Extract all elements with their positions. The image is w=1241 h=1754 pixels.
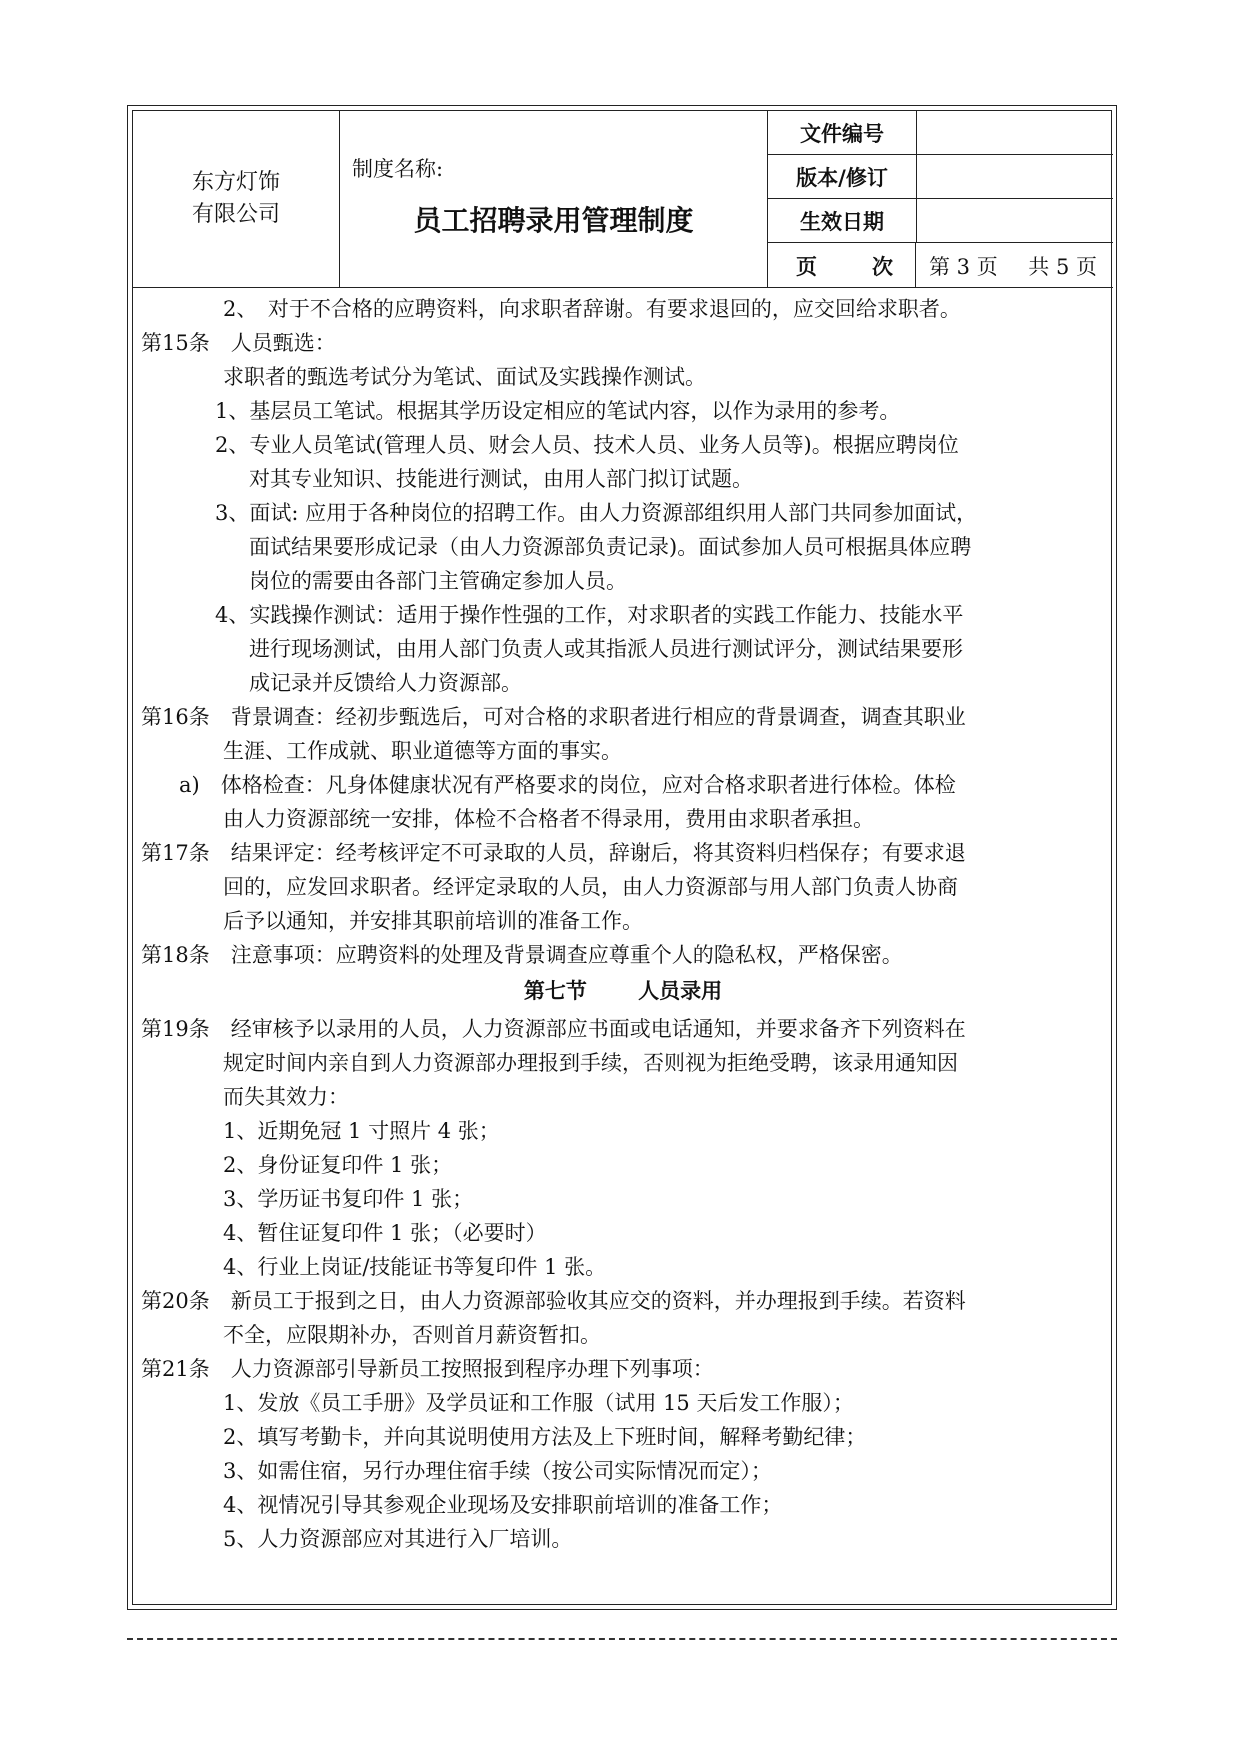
meta-key: 版本/修订 bbox=[768, 155, 917, 198]
meta-row-version bbox=[768, 155, 1113, 199]
document-header bbox=[133, 111, 1113, 288]
body-line: 由人力资源部统一安排，体检不合格者不得录用，费用由求职者承担。 bbox=[223, 807, 874, 831]
body-line: 第19条 经审核予以录用的人员，人力资源部应书面或电话通知，并要求备齐下列资料在 bbox=[141, 1017, 966, 1041]
body-line: 4、实践操作测试：适用于操作性强的工作，对求职者的实践工作能力、技能水平 bbox=[215, 603, 964, 627]
policy-name-label: 制度名称: bbox=[352, 157, 444, 181]
meta-row-file-number bbox=[768, 111, 1113, 155]
body-line: 岗位的需要由各部门主管确定参加人员。 bbox=[249, 569, 627, 593]
body-line: 第16条 背景调查：经初步甄选后，可对合格的求职者进行相应的背景调查，调查其职业 bbox=[141, 705, 966, 729]
body-line: 第18条 注意事项：应聘资料的处理及背景调查应尊重个人的隐私权，严格保密。 bbox=[141, 943, 903, 967]
section-title: 人员录用 bbox=[638, 979, 723, 1003]
meta-value bbox=[917, 199, 1113, 242]
body-line: 进行现场测试，由用人部门负责人或其指派人员进行测试评分，测试结果要形 bbox=[249, 637, 963, 661]
body-line: 而失其效力： bbox=[223, 1085, 349, 1109]
company-line-2: 有限公司 bbox=[191, 202, 280, 227]
policy-name-cell bbox=[340, 111, 768, 287]
policy-title: 员工招聘录用管理制度 bbox=[413, 204, 694, 237]
meta-key: 文件编号 bbox=[768, 111, 917, 154]
page-current: 第 3 页 bbox=[929, 254, 998, 279]
body-line: 生涯、工作成就、职业道德等方面的事实。 bbox=[223, 739, 622, 763]
section-heading bbox=[133, 974, 1113, 1008]
body-line: a) 体格检查：凡身体健康状况有严格要求的岗位，应对合格求职者进行体检。体检 bbox=[179, 773, 956, 797]
body-line: 第20条 新员工于报到之日，由人力资源部验收其应交的资料，并办理报到手续。若资料 bbox=[141, 1289, 966, 1313]
body-line: 面试结果要形成记录（由人力资源部负责记录)。面试参加人员可根据具体应聘 bbox=[249, 535, 972, 559]
meta-value bbox=[917, 155, 1113, 198]
body-line: 3、学历证书复印件 1 张； bbox=[223, 1187, 474, 1211]
page-total: 共 5 页 bbox=[1028, 254, 1097, 279]
page-break-dashed-line bbox=[127, 1638, 1117, 1640]
body-line: 4、暂住证复印件 1 张；（必要时） bbox=[223, 1221, 547, 1245]
document-frame bbox=[127, 105, 1117, 1610]
body-line: 第15条 人员甄选： bbox=[141, 331, 336, 355]
body-line: 3、如需住宿，另行办理住宿手续（按公司实际情况而定）； bbox=[223, 1459, 772, 1483]
company-name-cell bbox=[133, 111, 340, 287]
document-inner-border bbox=[132, 110, 1112, 1605]
body-line: 2、身份证复印件 1 张； bbox=[223, 1153, 453, 1177]
body-line: 5、人力资源部应对其进行入厂培训。 bbox=[223, 1527, 573, 1551]
body-line: 1、发放《员工手册》及学员证和工作服（试用 15 天后发工作服）； bbox=[223, 1391, 854, 1415]
page-key-b: 次 bbox=[872, 254, 893, 279]
body-line: 第17条 结果评定：经考核评定不可录取的人员，辞谢后，将其资料归档保存；有要求退 bbox=[141, 841, 966, 865]
body-line: 4、视情况引导其参观企业现场及安排职前培训的准备工作； bbox=[223, 1493, 783, 1517]
body-line: 规定时间内亲自到人力资源部办理报到手续，否则视为拒绝受聘，该录用通知因 bbox=[223, 1051, 958, 1075]
body-line: 3、面试: 应用于各种岗位的招聘工作。由人力资源部组织用人部门共同参加面试， bbox=[215, 501, 978, 525]
body-line: 成记录并反馈给人力资源部。 bbox=[249, 671, 522, 695]
meta-row-page bbox=[768, 243, 1113, 288]
body-line: 1、基层员工笔试。根据其学历设定相应的笔试内容，以作为录用的参考。 bbox=[215, 399, 901, 423]
body-line: 2、填写考勤卡，并向其说明使用方法及上下班时间，解释考勤纪律； bbox=[223, 1425, 867, 1449]
document-meta-table bbox=[768, 111, 1113, 287]
body-line: 1、近期免冠 1 寸照片 4 张； bbox=[223, 1119, 500, 1143]
body-line: 2、 对于不合格的应聘资料，向求职者辞谢。有要求退回的，应交回给求职者。 bbox=[223, 297, 961, 321]
body-line: 2、专业人员笔试(管理人员、财会人员、技术人员、业务人员等)。根据应聘岗位 bbox=[215, 433, 959, 457]
body-line: 不全，应限期补办，否则首月薪资暂扣。 bbox=[223, 1323, 601, 1347]
company-line-1: 东方灯饰 bbox=[191, 170, 280, 195]
body-line: 后予以通知，并安排其职前培训的准备工作。 bbox=[223, 909, 643, 933]
meta-row-effective-date bbox=[768, 199, 1113, 243]
body-line: 求职者的甄选考试分为笔试、面试及实践操作测试。 bbox=[223, 365, 706, 389]
meta-value bbox=[917, 111, 1113, 154]
body-line: 4、行业上岗证/技能证书等复印件 1 张。 bbox=[223, 1255, 607, 1279]
page-key-a: 页 bbox=[796, 254, 817, 279]
page-value bbox=[917, 243, 1113, 288]
section-number: 第七节 bbox=[523, 979, 587, 1003]
meta-key: 生效日期 bbox=[768, 199, 917, 242]
meta-key bbox=[768, 243, 916, 288]
body-line: 回的，应发回求职者。经评定录取的人员，由人力资源部与用人部门负责人协商 bbox=[223, 875, 958, 899]
body-line: 对其专业知识、技能进行测试，由用人部门拟订试题。 bbox=[249, 467, 753, 491]
body-line: 第21条 人力资源部引导新员工按照报到程序办理下列事项： bbox=[141, 1357, 714, 1381]
